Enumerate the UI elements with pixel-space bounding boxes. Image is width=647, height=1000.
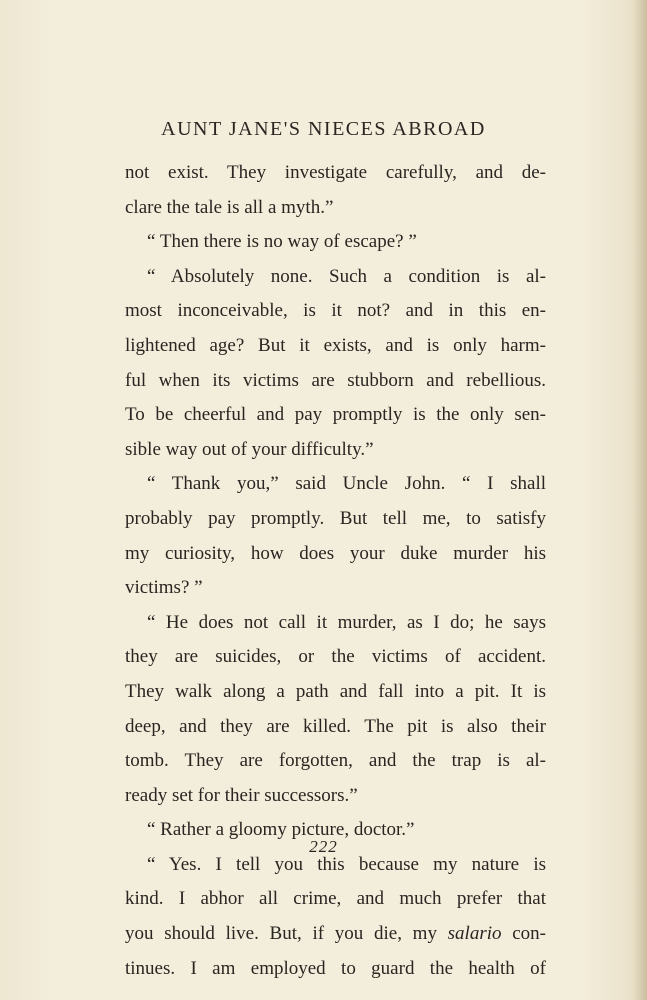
text-line: ful when its victims are stubborn and rebellious. xyxy=(125,369,546,391)
text-line: They walk along a path and fall into a pit. It is xyxy=(125,680,546,702)
text-line: “ Rather a gloomy picture, doctor.” xyxy=(147,819,415,841)
text-line: “ Absolutely none. Such a condition is al- xyxy=(147,265,546,287)
text-line: my curiosity, how does your duke murder his xyxy=(125,542,546,564)
text-line: ready set for their successors.” xyxy=(125,784,358,806)
text-line: victims? ” xyxy=(125,577,203,599)
text-line: deep, and they are killed. The pit is also their xyxy=(125,715,546,737)
text-line: “ He does not call it murder, as I do; he says xyxy=(147,611,546,633)
text-line: probably pay promptly. But tell me, to satisfy xyxy=(125,507,546,529)
text-line: sible way out of your difficulty.” xyxy=(125,438,374,460)
text-line: most inconceivable, is it not? and in this en- xyxy=(125,300,546,322)
text-line: “ Yes. I tell you this because my nature is xyxy=(147,853,546,875)
text-line: tomb. They are forgotten, and the trap is al- xyxy=(125,750,546,772)
text-line: “ Thank you,” said Uncle John. “ I shall xyxy=(147,473,546,495)
text-line: tinues. I am employed to guard the health of xyxy=(125,957,546,979)
text-line: To be cheerful and pay promptly is the only sen- xyxy=(125,404,546,426)
text-line: you should live. But, if you die, my salario con- xyxy=(125,923,546,945)
text-line: not exist. They investigate carefully, and de- xyxy=(125,162,546,183)
text-line: clare the tale is all a myth.” xyxy=(125,196,334,218)
text-line: kind. I abhor all crime, and much prefer that xyxy=(125,888,546,910)
text-line: “ Then there is no way of escape? ” xyxy=(147,231,417,253)
text-line: they are suicides, or the victims of accident. xyxy=(125,646,546,668)
running-head: AUNT JANE'S NIECES ABROAD xyxy=(161,118,486,140)
text-line: lightened age? But it exists, and is only harm- xyxy=(125,334,546,356)
italic-word: salario xyxy=(447,923,502,945)
page-number: 222 xyxy=(309,837,338,856)
body-text xyxy=(125,156,546,986)
